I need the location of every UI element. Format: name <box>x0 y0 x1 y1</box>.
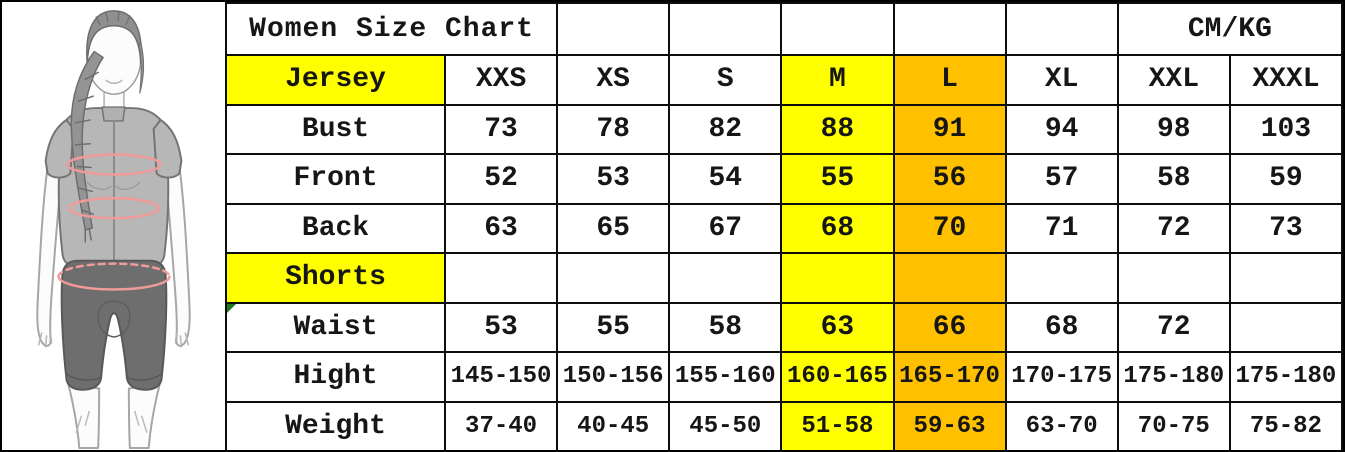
size-value-cell: 59 <box>1230 154 1342 204</box>
empty-cell <box>781 253 893 303</box>
empty-cell <box>1230 253 1342 303</box>
empty-cell <box>669 253 781 303</box>
empty-cell <box>894 3 1006 55</box>
empty-cell <box>557 3 669 55</box>
size-value-cell: 88 <box>781 105 893 155</box>
size-value-cell: 65 <box>557 204 669 254</box>
size-value-cell: 63 <box>781 303 893 353</box>
size-value-cell: 59-63 <box>894 402 1006 452</box>
size-header-m: M <box>781 55 893 105</box>
section-header-jersey: Jersey <box>226 55 445 105</box>
size-value-cell <box>1230 303 1342 353</box>
size-value-cell: 56 <box>894 154 1006 204</box>
waist-row <box>226 303 1342 353</box>
size-value-cell: 91 <box>894 105 1006 155</box>
size-header-xxs: XXS <box>445 55 557 105</box>
size-value-cell: 94 <box>1006 105 1118 155</box>
size-value-cell: 54 <box>669 154 781 204</box>
empty-cell <box>1118 253 1230 303</box>
chart-title: Women Size Chart <box>226 3 557 55</box>
title-row <box>226 3 1342 55</box>
size-value-cell: 155-160 <box>669 352 781 402</box>
jersey-header-row <box>226 55 1342 105</box>
empty-cell <box>669 3 781 55</box>
empty-cell <box>445 253 557 303</box>
size-value-cell: 72 <box>1118 204 1230 254</box>
size-value-cell: 58 <box>669 303 781 353</box>
size-value-cell: 40-45 <box>557 402 669 452</box>
size-value-cell: 67 <box>669 204 781 254</box>
size-value-cell: 70 <box>894 204 1006 254</box>
size-value-cell: 73 <box>1230 204 1342 254</box>
size-value-cell: 175-180 <box>1230 352 1342 402</box>
size-value-cell: 63-70 <box>1006 402 1118 452</box>
size-value-cell: 53 <box>445 303 557 353</box>
empty-cell <box>1006 3 1118 55</box>
size-header-xl: XL <box>1006 55 1118 105</box>
size-value-cell: 103 <box>1230 105 1342 155</box>
size-value-cell: 73 <box>445 105 557 155</box>
size-header-l: L <box>894 55 1006 105</box>
section-header-shorts: Shorts <box>226 253 445 303</box>
shorts-header-row <box>226 253 1342 303</box>
unit-label: CM/KG <box>1118 3 1342 55</box>
size-chart-table <box>225 2 1343 452</box>
front-row <box>226 154 1342 204</box>
measurement-label: Waist <box>293 311 378 343</box>
bust-row <box>226 105 1342 155</box>
cell-corner-marker <box>227 304 236 313</box>
size-value-cell: 66 <box>894 303 1006 353</box>
size-value-cell: 82 <box>669 105 781 155</box>
measurement-label-cell: Back <box>226 204 445 254</box>
size-header-xs: XS <box>557 55 669 105</box>
size-value-cell: 37-40 <box>445 402 557 452</box>
size-value-cell: 55 <box>781 154 893 204</box>
size-value-cell: 160-165 <box>781 352 893 402</box>
hight-row <box>226 352 1342 402</box>
woman-measurement-figure-icon <box>2 2 225 450</box>
size-value-cell: 170-175 <box>1006 352 1118 402</box>
empty-cell <box>557 253 669 303</box>
empty-cell <box>781 3 893 55</box>
measurement-label-cell: Bust <box>226 105 445 155</box>
size-value-cell: 57 <box>1006 154 1118 204</box>
size-value-cell: 150-156 <box>557 352 669 402</box>
size-value-cell: 75-82 <box>1230 402 1342 452</box>
size-value-cell: 51-58 <box>781 402 893 452</box>
size-value-cell: 53 <box>557 154 669 204</box>
size-header-xxxl: XXXL <box>1230 55 1342 105</box>
empty-cell <box>894 253 1006 303</box>
size-value-cell: 70-75 <box>1118 402 1230 452</box>
size-value-cell: 78 <box>557 105 669 155</box>
measurement-label-cell <box>226 303 445 353</box>
size-value-cell: 63 <box>445 204 557 254</box>
figure-pane <box>2 2 225 450</box>
size-value-cell: 145-150 <box>445 352 557 402</box>
measurement-label-cell: Hight <box>226 352 445 402</box>
size-value-cell: 55 <box>557 303 669 353</box>
measurement-label-cell: Weight <box>226 402 445 452</box>
size-value-cell: 72 <box>1118 303 1230 353</box>
size-value-cell: 98 <box>1118 105 1230 155</box>
size-header-s: S <box>669 55 781 105</box>
size-value-cell: 52 <box>445 154 557 204</box>
size-value-cell: 71 <box>1006 204 1118 254</box>
size-value-cell: 68 <box>1006 303 1118 353</box>
size-value-cell: 58 <box>1118 154 1230 204</box>
measurement-label-cell: Front <box>226 154 445 204</box>
weight-row <box>226 402 1342 452</box>
size-value-cell: 45-50 <box>669 402 781 452</box>
size-header-xxl: XXL <box>1118 55 1230 105</box>
size-value-cell: 175-180 <box>1118 352 1230 402</box>
size-value-cell: 165-170 <box>894 352 1006 402</box>
size-value-cell: 68 <box>781 204 893 254</box>
back-row <box>226 204 1342 254</box>
empty-cell <box>1006 253 1118 303</box>
